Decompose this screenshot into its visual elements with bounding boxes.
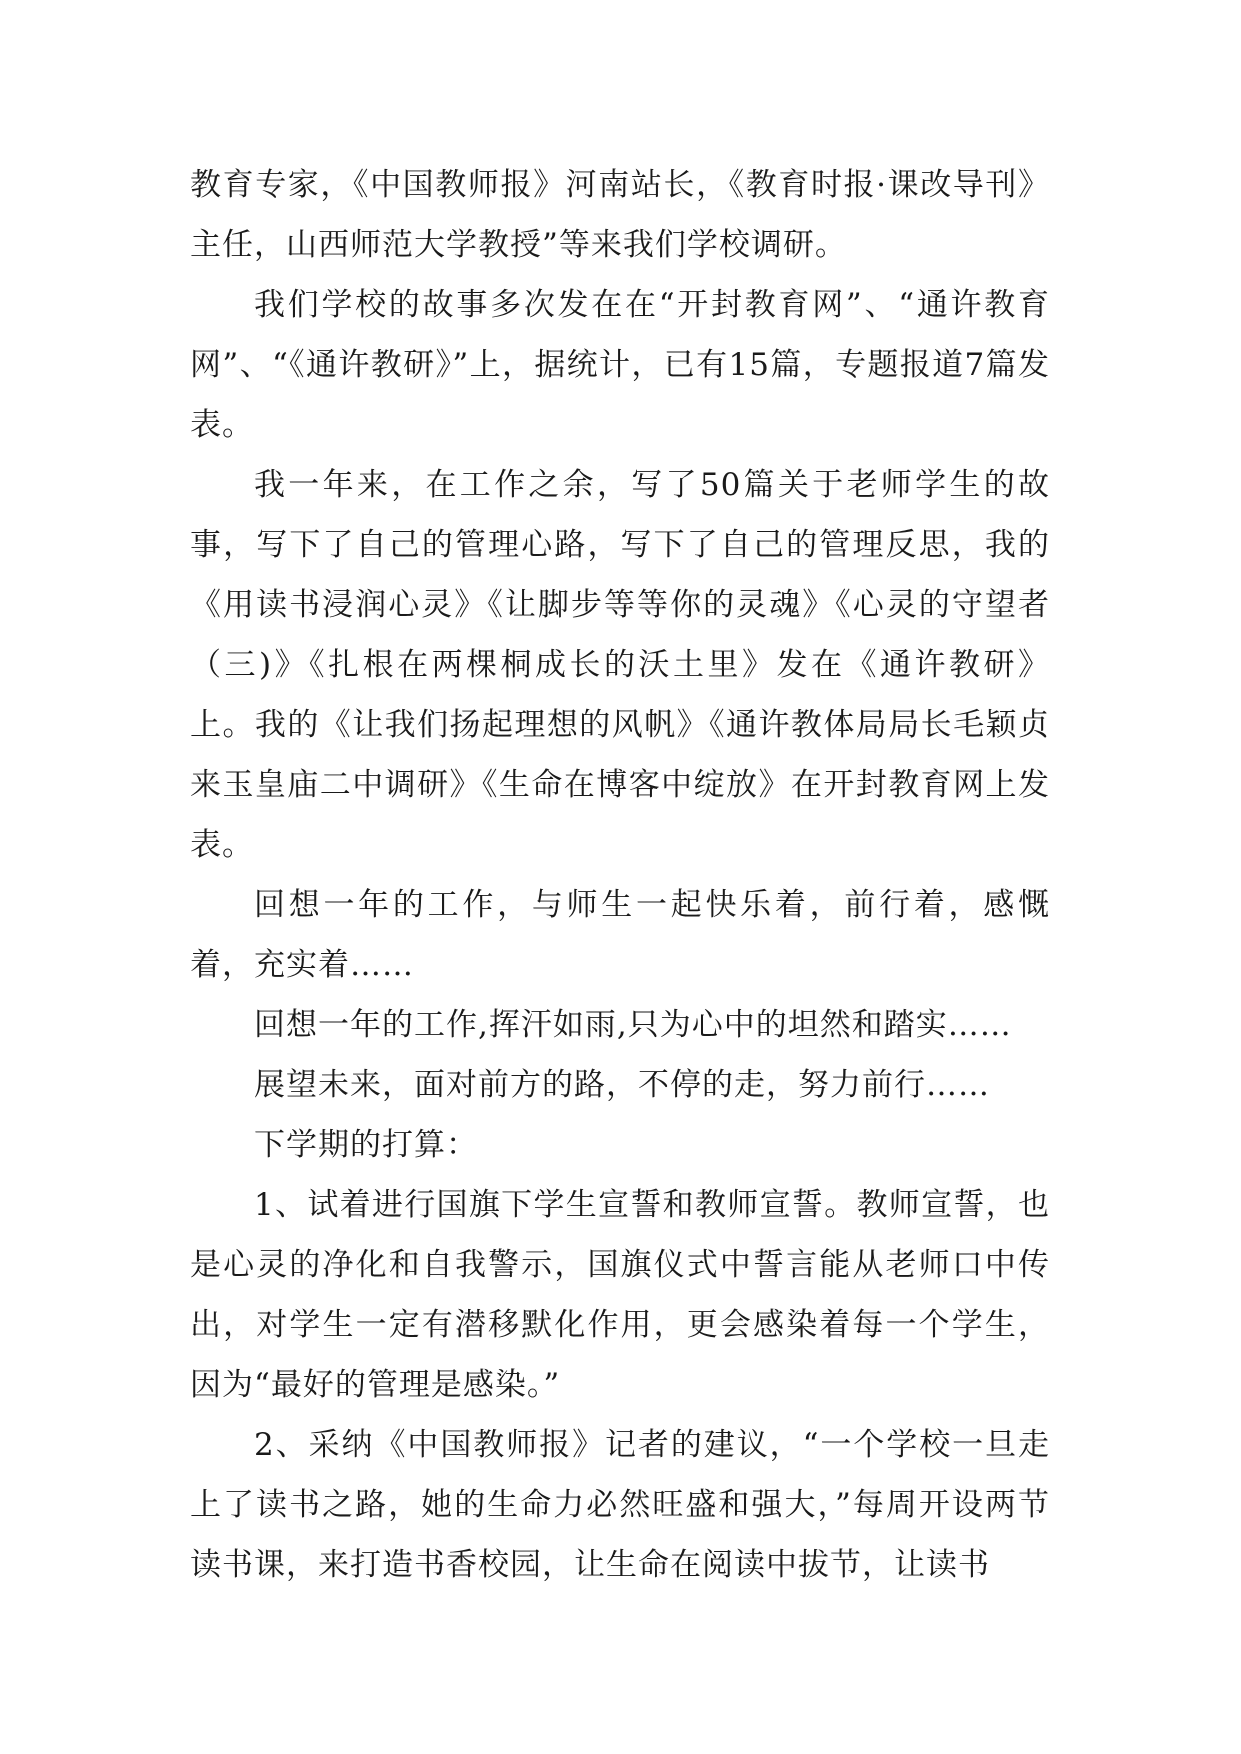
document-body [190, 155, 1050, 1595]
paragraph: 我一年来，在工作之余，写了50篇关于老师学生的故事，写下了自己的管理心路，写下了自己的管理反思，我的《用读书浸润心灵》《让脚步等等你的灵魂》《心灵的守望者（三)》《扎根在两棵桐成长的沃土里》发在《通许教研》上。我的《让我们扬起理想的风帆》《通许教体局局长毛颖贞来玉皇庙二中调研》《生命在博客中绽放》在开封教育网上发表。 [190, 467, 1050, 863]
paragraph: 下学期的打算： [254, 1127, 478, 1163]
paragraph: 1、试着进行国旗下学生宣誓和教师宣誓。教师宣誓，也是心灵的净化和自我警示，国旗仪式中誓言能从老师口中传出，对学生一定有潜移默化作用，更会感染着每一个学生，因为“最好的管理是感染。” [190, 1187, 1050, 1403]
paragraph: 2、采纳《中国教师报》记者的建议，“一个学校一旦走上了读书之路，她的生命力必然旺盛和强大，”每周开设两节读书课，来打造书香校园，让生命在阅读中拔节，让读书 [190, 1427, 1050, 1583]
paragraph-continued: 教育专家，《中国教师报》河南站长，《教育时报·课改导刊》主任，山西师范大学教授”等来我们学校调研。 [190, 167, 1050, 263]
paragraph: 展望未来，面对前方的路，不停的走，努力前行…… [254, 1067, 990, 1103]
paragraph: 我们学校的故事多次发在在“开封教育网”、“通许教育网”、“《通许教研》”上，据统计，已有15篇，专题报道7篇发表。 [190, 287, 1050, 443]
paragraph: 回想一年的工作,挥汗如雨,只为心中的坦然和踏实…… [254, 1007, 1012, 1043]
paragraph: 回想一年的工作，与师生一起快乐着，前行着，感慨着，充实着…… [190, 887, 1050, 983]
